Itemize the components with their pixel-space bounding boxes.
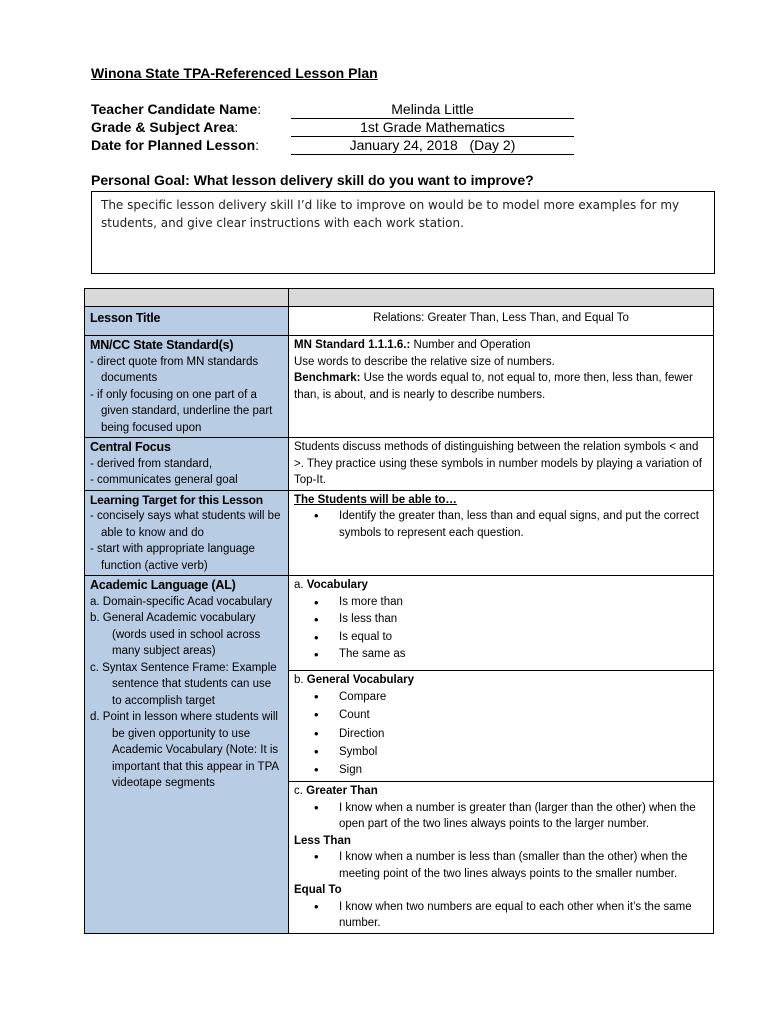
al-desc-c: c. Syntax Sentence Frame: Example sentence that students can use to accomplish target xyxy=(90,661,277,707)
list-item: • Is equal to xyxy=(339,629,708,647)
benchmark-text: Benchmark: Use the words equal to, not equal to, more then, less than, fewer than, is about, and is nearly to describe numbers. xyxy=(294,372,693,401)
list-item: • I know when a number is less than (smaller than the other) when the meeting point of the two lines always points to the smaller number. xyxy=(339,849,708,882)
lesson-date-value: January 24, 2018 (Day 2) xyxy=(291,137,574,155)
list-item: • I know when two numbers are equal to each other when it’s the same number. xyxy=(339,899,708,932)
lesson-date-label: Date for Planned Lesson: xyxy=(91,137,260,153)
personal-goal-answer-box xyxy=(91,191,715,274)
general-vocabulary-heading: b. General Vocabulary xyxy=(294,673,414,686)
learning-target-heading: The Students will be able to… xyxy=(294,493,457,506)
list-item: • Symbol xyxy=(339,743,708,761)
equal-to-heading: Equal To xyxy=(294,884,342,897)
academic-language-row xyxy=(85,576,714,934)
equal-to-list xyxy=(294,899,708,932)
central-focus-label: Central Focus xyxy=(90,440,171,454)
central-focus-desc-1: - derived from standard, xyxy=(90,457,213,470)
personal-goal-question: Personal Goal: What lesson delivery skill do you want to improve? xyxy=(91,172,534,188)
vocabulary-heading: a. Vocabulary xyxy=(294,579,368,591)
lesson-title-row xyxy=(85,307,714,336)
grade-subject-value: 1st Grade Mathematics xyxy=(291,119,574,137)
list-item: • The same as xyxy=(339,646,708,664)
learning-target-label: Learning Target for this Lesson xyxy=(90,492,263,507)
list-item: • Identify the greater than, less than and equal signs, and put the correct symbols to represent each question. xyxy=(339,508,708,541)
learning-target-row xyxy=(85,490,714,576)
list-item: • Compare xyxy=(339,688,708,706)
al-desc-d: d. Point in lesson where students will be given opportunity to use Academic Vocabulary (Note: It is important that this appear in TPA videotape segments xyxy=(90,711,279,789)
standards-label: MN/CC State Standard(s) xyxy=(90,338,234,352)
lesson-plan-table xyxy=(84,288,714,934)
list-item: • Direction xyxy=(339,725,708,743)
general-vocabulary-section xyxy=(289,670,713,780)
learning-target-desc-2: - start with appropriate language function (active verb) xyxy=(90,543,255,572)
academic-language-label: Academic Language (AL) xyxy=(90,578,236,592)
mn-standard-text: Use words to describe the relative size of numbers. xyxy=(294,355,555,368)
vocabulary-list xyxy=(294,594,708,664)
general-vocabulary-list xyxy=(294,688,708,779)
central-focus-row xyxy=(85,438,714,491)
personal-goal-answer-line-1: The specific lesson delivery skill I’d like to improve on would be to model more examples for my xyxy=(101,198,680,212)
lesson-title-value: Relations: Greater Than, Less Than, and Equal To xyxy=(373,312,629,324)
personal-goal-answer-line-2: students, and give clear instructions with each work station. xyxy=(101,216,464,230)
less-than-list xyxy=(294,849,708,882)
teacher-name-label: Teacher Candidate Name: xyxy=(91,101,262,117)
al-desc-b-sub: (words used in school across many subject areas) xyxy=(112,628,261,657)
less-than-heading: Less Than xyxy=(294,834,351,847)
table-header-row xyxy=(85,289,714,307)
mn-standard-line: MN Standard 1.1.1.6.: Number and Operation xyxy=(294,339,531,351)
greater-than-list xyxy=(294,800,708,833)
learning-target-desc-1: - concisely says what students will be able to know and do xyxy=(90,510,281,539)
standards-desc-1: - direct quote from MN standards documents xyxy=(90,355,259,384)
document-title: Winona State TPA-Referenced Lesson Plan xyxy=(91,65,378,81)
lesson-title-label: Lesson Title xyxy=(90,311,161,325)
list-item: • Sign xyxy=(339,761,708,779)
grade-subject-label: Grade & Subject Area: xyxy=(91,119,239,135)
al-desc-b: b. General Academic vocabulary xyxy=(90,612,256,624)
learning-target-list xyxy=(294,508,708,541)
central-focus-desc-2: - communicates general goal xyxy=(90,474,238,486)
greater-than-heading: c. Greater Than xyxy=(294,785,378,798)
teacher-name-value: Melinda Little xyxy=(291,101,574,119)
list-item: • Count xyxy=(339,706,708,724)
standards-row xyxy=(85,336,714,438)
sentence-frames-section xyxy=(289,781,713,932)
al-desc-a: a. Domain-specific Acad vocabulary xyxy=(90,595,273,608)
list-item: • I know when a number is greater than (larger than the other) when the open part of the two lines always points to the larger number. xyxy=(339,800,708,833)
central-focus-text: Students discuss methods of distinguishing between the relation symbols < and >. They practice using these symbols in number models by playing a variation of Top-It. xyxy=(294,441,702,486)
standards-desc-2: - if only focusing on one part of a given standard, underline the part being focused upon xyxy=(90,388,273,434)
list-item: • Is less than xyxy=(339,611,708,629)
list-item: • Is more than xyxy=(339,594,708,612)
